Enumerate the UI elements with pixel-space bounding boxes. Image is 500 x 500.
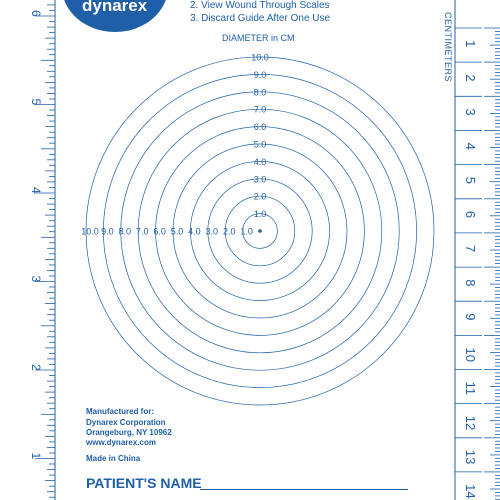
right-ruler-label: 9 — [463, 313, 478, 321]
right-ruler-label: 8 — [463, 279, 478, 287]
diameter-label-horizontal: 7.0 — [135, 226, 149, 237]
left-ruler-label: 2 — [29, 364, 43, 371]
diameter-label-vertical: 7.0 — [253, 104, 267, 115]
diameter-label-vertical: 3.0 — [253, 174, 267, 185]
left-ruler-label: 3 — [29, 275, 43, 283]
diameter-label-horizontal: 6.0 — [153, 226, 166, 237]
right-ruler-label: 13 — [463, 449, 478, 465]
instruction-step-3: 3. Discard Guide After One Use — [190, 13, 331, 24]
manufacturer-line-2: Dynarex Corporation — [86, 418, 166, 427]
left-ruler-label: 5 — [29, 98, 43, 106]
diameter-label-horizontal: 3.0 — [205, 226, 219, 237]
manufacturer-origin: Made in China — [86, 454, 141, 463]
diameter-label-horizontal: 5.0 — [170, 226, 184, 237]
patient-name-label: PATIENT'S NAME — [86, 475, 202, 491]
right-ruler-label: 6 — [463, 210, 478, 219]
left-ruler-label: 1 — [29, 452, 43, 460]
right-ruler-label: 11 — [463, 381, 478, 396]
diameter-label-vertical: 6.0 — [253, 122, 267, 133]
diameter-label-horizontal: 9.0 — [101, 226, 114, 237]
diameter-label-vertical: 5.0 — [253, 139, 267, 150]
diameter-label-horizontal: 8.0 — [118, 226, 132, 237]
right-ruler-label: 2 — [463, 74, 478, 82]
left-ruler-label: 6 — [29, 10, 43, 17]
patient-name-line[interactable] — [200, 489, 408, 490]
right-ruler-label: 5 — [463, 176, 478, 185]
diameter-label-horizontal: 4.0 — [188, 226, 201, 237]
diameter-label-horizontal: 10.0 — [81, 226, 99, 237]
right-ruler-label: 1 — [463, 40, 478, 48]
right-ruler-label: 3 — [463, 108, 478, 116]
diameter-label-vertical: 8.0 — [253, 87, 267, 98]
diameter-label-horizontal: 1.0 — [240, 226, 253, 237]
brand-logo-text: dynarex — [82, 0, 148, 15]
manufacturer-website: www.dynarex.com — [86, 438, 156, 447]
diameter-label-vertical: 2.0 — [253, 191, 267, 202]
right-ruler-label: 4 — [463, 142, 478, 150]
manufacturer-line-1: Manufactured for: — [86, 407, 154, 416]
instruction-step-2: 2. View Wound Through Scales — [190, 0, 330, 11]
manufacturer-line-3: Orangeburg, NY 10962 — [86, 428, 172, 437]
diameter-label-vertical: 10.0 — [251, 52, 269, 63]
right-ruler-label: 10 — [463, 347, 478, 362]
right-ruler-label: 7 — [463, 245, 478, 253]
right-ruler-label: 12 — [463, 415, 478, 431]
diameter-label-vertical: 4.0 — [253, 156, 267, 167]
diameter-title: DIAMETER in CM — [222, 33, 295, 43]
left-ruler-label: 4 — [29, 187, 43, 194]
diameter-label-vertical: 1.0 — [253, 209, 267, 220]
diameter-label-horizontal: 2.0 — [222, 226, 236, 237]
right-ruler-label: 14 — [463, 484, 478, 499]
diameter-label-vertical: 9.0 — [253, 69, 267, 80]
centimeters-title: CENTIMETERS — [443, 12, 453, 83]
